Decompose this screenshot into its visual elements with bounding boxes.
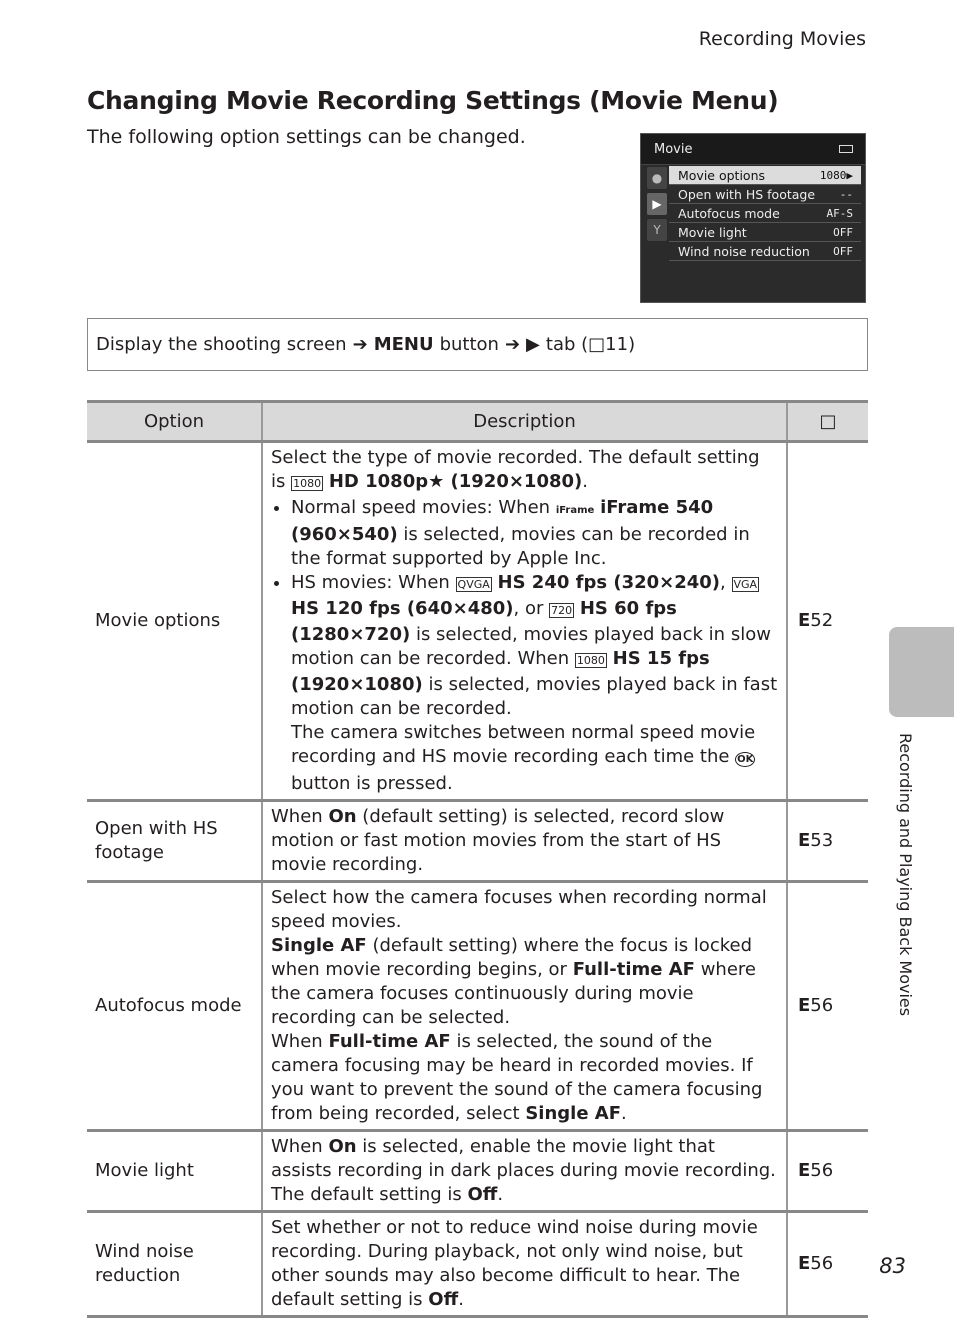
table-row [87, 882, 868, 1131]
camera-menu-item: Wind noise reduction OFF [669, 242, 861, 261]
table-row [87, 442, 868, 801]
column-header-description: Description [262, 402, 787, 442]
qvga-240-icon: QVGA [457, 578, 490, 591]
page-reference: E56 [787, 1212, 868, 1317]
nav-text: 11) [605, 334, 636, 355]
menu-button-icon: MENU [373, 334, 434, 355]
camera-menu-item: Open with HS footage -- [669, 185, 861, 204]
option-description: When On is selected, enable the movie light that assists recording in dark places during movie recording. The default setting is Off. [262, 1131, 787, 1212]
battery-icon [839, 145, 853, 153]
navigation-path-box [87, 318, 868, 371]
hd-1080-15-icon: 1080 [576, 654, 605, 667]
arrow-icon: ➔ [352, 334, 368, 355]
option-description: When On (default setting) is selected, record slow motion or fast motion movies from the start of HS movie recording. [262, 801, 787, 882]
camera-menu-item: Movie light OFF [669, 223, 861, 242]
nav-text: tab ( [545, 334, 589, 355]
option-name: Wind noise reduction [87, 1212, 262, 1317]
nav-text: button [439, 334, 499, 355]
option-name: Movie light [87, 1131, 262, 1212]
e-ref-icon: E [798, 995, 811, 1016]
movie-tab-icon: ▶ [647, 193, 667, 215]
chapter-side-label: Recording and Playing Back Movies [896, 733, 915, 1017]
intro-text: The following option settings can be changed. [87, 126, 526, 148]
nav-text: Display the shooting screen [96, 334, 347, 355]
option-description: Set whether or not to reduce wind noise during movie recording. During playback, not only wind noise, but other sounds may also become difficult to hear. The default setting is Off. [262, 1212, 787, 1317]
option-description: Select the type of movie recorded. The default setting is 1080 HD 1080p★ (1920×1080). • Normal speed movies: When iFrame iFrame 540 (960×540) is selected, movies can be recorded in the format supported by Apple Inc. • HS movies: When QVGA HS 240 fps (320×240), VGA HS 120 fps (640×480), or 720 HS 60 fps (1280×720) is selected, movies played back in slow motion can be recorded. When 1080 HS 15 fps (1920×1080) is selected, movies played back in fast motion can be recorded. The camera switches between normal speed movie recording and HS movie recording each time the OK button is pressed. [262, 442, 787, 801]
option-name: Autofocus mode [87, 882, 262, 1131]
table-row [87, 1212, 868, 1317]
ok-button-icon: OK [737, 754, 754, 765]
camera-menu-title: Movie [654, 141, 693, 157]
hd-1080-icon: 1080 [293, 477, 322, 490]
camera-menu-tabs [647, 167, 667, 245]
page-reference: E53 [787, 801, 868, 882]
running-head: Recording Movies [698, 28, 866, 50]
page-title: Changing Movie Recording Settings (Movie Menu) [87, 86, 779, 115]
camera-icon: ● [647, 167, 667, 189]
e-ref-icon: E [798, 830, 811, 851]
iframe-icon: iFrame [555, 505, 595, 516]
page-reference: E56 [787, 882, 868, 1131]
camera-menu-item: Movie options 1080▶ [669, 166, 861, 185]
table-header-row [87, 402, 868, 442]
book-ref-icon: □ [588, 334, 606, 355]
table-row [87, 801, 868, 882]
book-ref-icon: □ [787, 402, 868, 442]
camera-menu-list [669, 166, 861, 261]
hd-720-icon: 720 [551, 604, 573, 617]
movie-tab-icon: ▶ [526, 334, 540, 355]
camera-menu-screenshot [640, 133, 866, 303]
chapter-thumb-tab [889, 627, 954, 717]
camera-menu-header [641, 134, 865, 165]
vga-120-icon: VGA [733, 578, 758, 591]
camera-menu-item: Autofocus mode AF-S [669, 204, 861, 223]
options-table [87, 400, 868, 1318]
setup-wrench-icon: Y [647, 219, 667, 241]
arrow-icon: ➔ [504, 334, 521, 355]
page-reference: E56 [787, 1131, 868, 1212]
table-row [87, 1131, 868, 1212]
option-name: Movie options [87, 442, 262, 801]
e-ref-icon: E [798, 1160, 811, 1181]
option-name: Open with HS footage [87, 801, 262, 882]
e-ref-icon: E [798, 1253, 811, 1274]
option-description: Select how the camera focuses when recording normal speed movies. Single AF (default setting) where the focus is locked when movie recording begins, or Full-time AF where the camera focuses continuously during movie recording can be selected. When Full-time AF is selected, the sound of the camera focusing may be heard in recorded movies. If you want to prevent the sound of the camera focusing from being recorded, select Single AF. [262, 882, 787, 1131]
page-reference: E52 [787, 442, 868, 801]
column-header-option: Option [87, 402, 262, 442]
e-ref-icon: E [798, 610, 811, 631]
page-number: 83 [879, 1254, 906, 1278]
